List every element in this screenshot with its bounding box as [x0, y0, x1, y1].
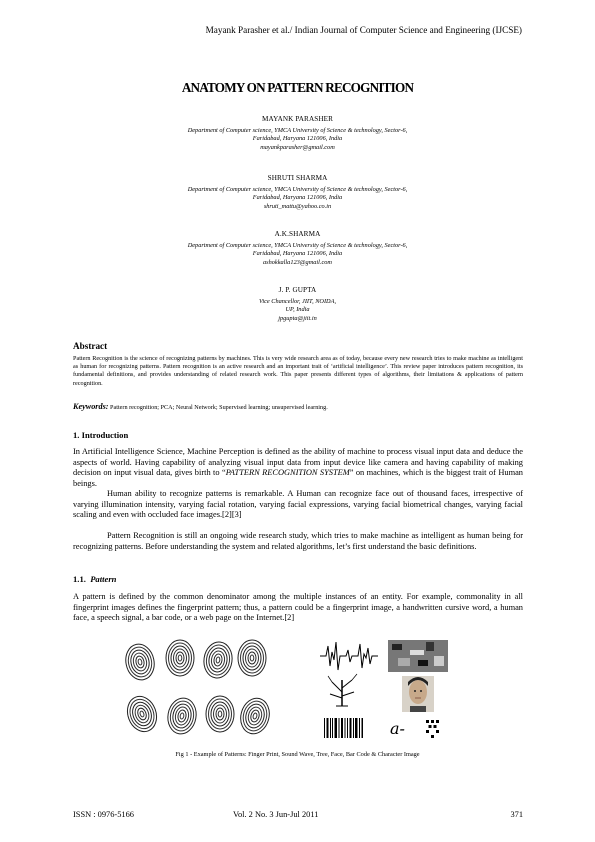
keywords-label: Keywords: — [73, 402, 109, 411]
fingerprint-images — [123, 640, 274, 737]
footer-volume: Vol. 2 No. 3 Jun-Jul 2011 — [233, 810, 319, 819]
running-header: Mayank Parasher et al./ Indian Journal of Computer Science and Engineering (IJCSE) — [205, 25, 522, 35]
intro-paragraph-1: In Artificial Intelligence Science, Machine Perception is defined as the ability of machine to process visual input data and deduce the aspects of world. Having capability of analyzing visual input data from input device like camera and having capability of making decision on input visual data, gives birth to “PATTERN RECOGNITION SYSTEM” on machines, which is the biggest trait of Human beings. — [73, 447, 523, 488]
footer-issn: ISSN : 0976-5166 — [73, 810, 134, 819]
author-email: shruti_mattu@yahoo.co.in — [263, 202, 332, 210]
noise-texture-image — [388, 640, 448, 672]
figure-pattern-examples — [120, 636, 460, 744]
abstract-text: Pattern Recognition is the science of recognizing patterns by machines. This is very wide research area as of today, because every new research tries to make machine as intelligent as human for recognizing patterns. Pattern recognition is an active research and an important trait of ‘artificial intelligence’. This review paper introduces pattern recognition, its fundamental definitions, and provides understanding of related research work. This paper presents different types of algorithms, their limitations & applications of pattern recognition. — [73, 355, 523, 387]
face-image — [402, 676, 434, 712]
author-affiliation: Vice Chancellor, JIIT, NOIDA, — [258, 298, 337, 305]
author-email: ashokkalla123@gmail.com — [263, 258, 332, 266]
figure-caption: Fig 1 - Example of Patterns: Finger Print, Sound Wave, Tree, Face, Bar Code & Character Image — [175, 751, 420, 758]
author-name: A.K.SHARMA — [274, 230, 321, 238]
author-affiliation: Faridabad, Haryana 121006, India — [252, 135, 343, 143]
intro-paragraph-2: Human ability to recognize patterns is remarkable. A Human can recognize face out of thousand faces, irrespective of varying illumination intensity, varying facial rotation, varying facial expressions, varying facial biometrical changes, varying facial scaling and even with occluded face images.[2][3] — [73, 489, 523, 519]
author-block-1 — [0, 115, 595, 152]
author-email: jpgupta@jiit.in — [278, 314, 317, 322]
author-affiliation: Department of Computer science, YMCA University of Science & technology, Sector-6, — [187, 127, 408, 134]
author-block-3 — [0, 230, 595, 267]
subsection-heading-pattern: 1.1. Pattern — [73, 574, 117, 584]
barcode-image — [324, 718, 363, 738]
keywords-text: Pattern recognition; PCA; Neural Network; Supervised learning; unsupervised learning. — [110, 404, 328, 411]
character-image — [390, 719, 439, 738]
author-affiliation: Faridabad, Haryana 121006, India — [252, 250, 343, 258]
handwriting-glyph: a- — [390, 719, 405, 738]
intro-paragraph-3: Pattern Recognition is still an ongoing wide research study, which tries to make machine as intelligent as human being for recognizing patterns. Before understanding the system and related algorithms, let’s first understand the basic definitions. — [73, 531, 523, 551]
abstract-heading: Abstract — [73, 341, 108, 351]
paper-title: ANATOMY ON PATTERN RECOGNITION — [181, 80, 414, 95]
author-name: SHRUTI SHARMA — [267, 174, 328, 182]
author-block-4 — [0, 286, 595, 323]
tree-image — [328, 674, 357, 706]
author-name: J. P. GUPTA — [278, 286, 317, 294]
pattern-paragraph: A pattern is defined by the common denominator among the multiple instances of an entity. For example, commonality in all fingerprint images defines the fingerprint pattern; thus, a pattern could be a fingerprint image, a handwritten cursive word, a human face, a speech signal, a bar code, or a web page on the Internet.[2] — [73, 592, 523, 622]
footer-page-number: 371 — [510, 810, 523, 819]
author-affiliation: Department of Computer science, YMCA University of Science & technology, Sector-6, — [187, 186, 408, 193]
section-heading-introduction: 1. Introduction — [73, 430, 129, 440]
keywords — [73, 402, 523, 411]
author-affiliation: UP, India — [285, 306, 310, 314]
author-email: mayankparasher@gmail.com — [260, 143, 335, 151]
author-affiliation: Department of Computer science, YMCA University of Science & technology, Sector-6, — [187, 242, 408, 249]
author-name: MAYANK PARASHER — [261, 115, 334, 123]
author-block-2 — [0, 174, 595, 211]
sound-wave-image — [320, 642, 378, 670]
author-affiliation: Faridabad, Haryana 121006, India — [252, 194, 343, 202]
